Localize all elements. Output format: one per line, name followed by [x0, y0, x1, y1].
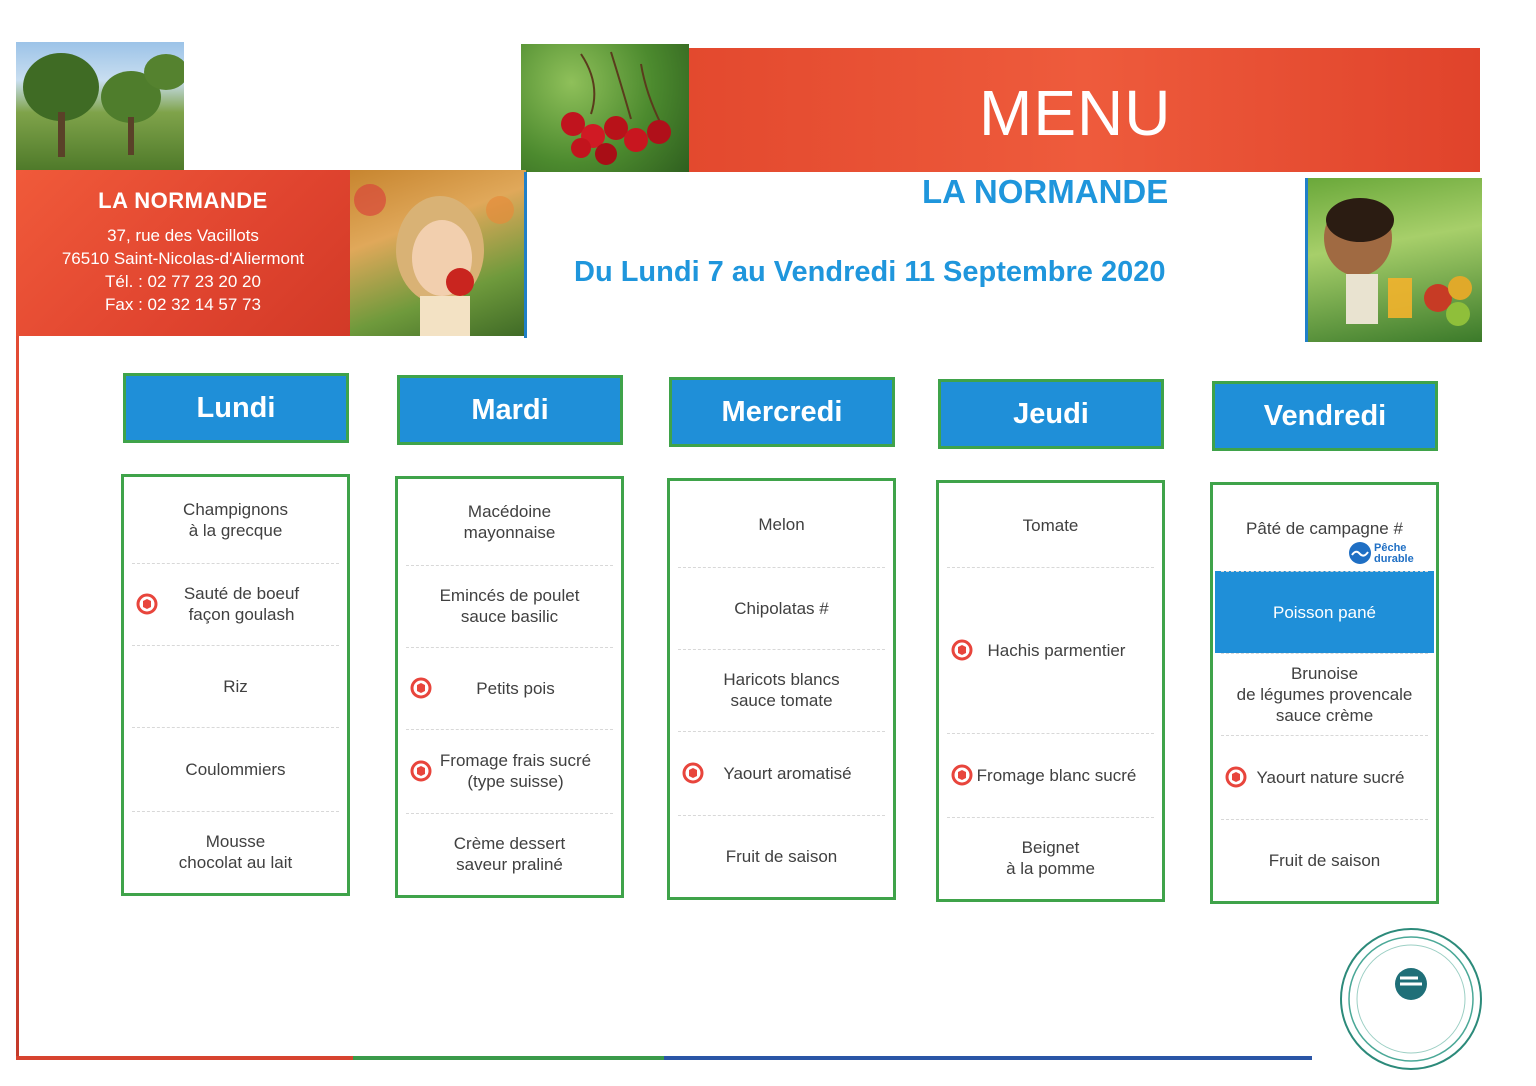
french-origin-badge-icon	[410, 677, 432, 699]
week-dates: Du Lundi 7 au Vendredi 11 Septembre 2020	[574, 256, 1166, 288]
french-origin-badge-icon	[136, 593, 158, 615]
day-card-lundi	[121, 474, 350, 896]
eco-label-logo	[1336, 924, 1486, 1074]
brand-heading: LA NORMANDE	[922, 173, 1169, 210]
dish-line: Petits pois	[476, 679, 555, 698]
menu-banner	[689, 48, 1480, 172]
dish-item	[1213, 663, 1436, 726]
french-origin-badge-icon	[410, 760, 432, 782]
row-separator	[132, 727, 339, 728]
dish-line: (type suisse)	[467, 772, 564, 791]
dish-line: de légumes provencale	[1236, 685, 1413, 704]
dish-line: Pâté de campagne #	[1246, 519, 1403, 538]
frame-border	[16, 336, 19, 1058]
row-separator	[947, 733, 1154, 734]
peche-label-line: Pêche	[1374, 542, 1407, 554]
row-separator	[947, 817, 1154, 818]
girl-eating-apple-photo	[350, 170, 526, 336]
dish-item	[398, 585, 621, 627]
address-tel: Tél. : 02 77 23 20 20	[105, 272, 261, 291]
menu-title: MENU	[979, 77, 1172, 149]
dish-line: Chipolatas #	[734, 599, 829, 618]
row-separator	[678, 731, 885, 732]
restaurant-name: LA NORMANDE	[98, 188, 268, 213]
row-separator	[678, 815, 885, 816]
dish-item	[670, 669, 893, 711]
day-card-mardi	[395, 476, 624, 898]
day-header-mardi: Mardi	[397, 375, 623, 445]
peche-durable-text	[1374, 543, 1414, 565]
dish-item	[670, 514, 893, 535]
dish-line: Fromage frais sucré	[439, 751, 592, 770]
sustainable-fishing-label	[1348, 541, 1430, 567]
dish-line: Brunoise	[1290, 664, 1359, 683]
dish-line: Yaourt aromatisé	[723, 764, 852, 783]
row-separator	[1221, 735, 1428, 736]
day-header-jeudi: Jeudi	[938, 379, 1164, 449]
dish-line: sauce basilic	[460, 607, 559, 626]
dish-item	[1213, 850, 1436, 871]
dish-line: à la pomme	[1006, 859, 1095, 878]
dish-line: Champignons	[183, 500, 288, 519]
dish-line: Macédoine	[467, 502, 552, 521]
french-origin-badge-icon	[951, 764, 973, 786]
row-separator	[947, 567, 1154, 568]
row-separator	[678, 567, 885, 568]
dish-line: chocolat au lait	[178, 853, 293, 872]
orchard-photo	[16, 42, 184, 170]
day-card-mercredi	[667, 478, 896, 900]
address-fax: Fax : 02 32 14 57 73	[105, 295, 261, 314]
dish-item	[398, 833, 621, 875]
dish-item	[124, 831, 347, 873]
dish-item	[124, 499, 347, 541]
dish-item	[670, 598, 893, 619]
row-separator	[1221, 819, 1428, 820]
dish-item	[124, 759, 347, 780]
day-header-mercredi: Mercredi	[669, 377, 895, 447]
address-street: 37, rue des Vacillots	[107, 226, 259, 245]
dish-item	[398, 501, 621, 543]
dish-line: mayonnaise	[463, 523, 556, 542]
dish-line: sauce crème	[1275, 706, 1374, 725]
dish-item	[124, 676, 347, 697]
row-separator	[678, 649, 885, 650]
row-separator	[1221, 653, 1428, 654]
row-separator	[406, 647, 613, 648]
fish-wave-icon	[1348, 541, 1372, 565]
day-card-vendredi	[1210, 482, 1439, 904]
row-separator	[406, 729, 613, 730]
dish-line: Coulommiers	[185, 760, 286, 779]
dish-item	[1213, 602, 1436, 623]
address-block	[16, 170, 350, 336]
row-separator	[1221, 571, 1428, 572]
dish-line: à la grecque	[188, 521, 283, 540]
dish-item	[939, 515, 1162, 536]
dish-item	[1213, 518, 1436, 539]
dish-line: Fruit de saison	[1268, 851, 1381, 870]
day-header-vendredi: Vendredi	[1212, 381, 1438, 451]
dish-line: Beignet	[1021, 838, 1080, 857]
divider	[1305, 178, 1308, 342]
dish-line: Tomate	[1022, 516, 1079, 535]
french-origin-badge-icon	[1225, 766, 1247, 788]
dish-line: Crème dessert	[453, 834, 566, 853]
dish-line: Poisson pané	[1272, 603, 1377, 622]
row-separator	[406, 565, 613, 566]
dish-line: saveur praliné	[456, 855, 563, 874]
dish-line: Fromage blanc sucré	[976, 766, 1137, 785]
row-separator	[132, 811, 339, 812]
dish-line: sauce tomate	[730, 691, 833, 710]
row-separator	[132, 645, 339, 646]
divider	[524, 172, 527, 338]
cherries-photo	[521, 44, 689, 172]
dish-line: Melon	[758, 515, 805, 534]
day-card-jeudi	[936, 480, 1165, 902]
dish-line: Sauté de boeuf	[183, 584, 300, 603]
dish-item	[939, 837, 1162, 879]
peche-label-line: durable	[1374, 553, 1414, 565]
dish-line: Haricots blancs	[723, 670, 840, 689]
dish-line: Mousse	[205, 832, 266, 851]
french-origin-badge-icon	[951, 639, 973, 661]
boy-with-juice-photo	[1308, 178, 1482, 342]
dish-line: Yaourt nature sucré	[1256, 768, 1405, 787]
dish-line: Emincés de poulet	[439, 586, 580, 605]
dish-line: Fruit de saison	[725, 847, 838, 866]
dish-line: Riz	[223, 677, 248, 696]
row-separator	[406, 813, 613, 814]
dish-line: façon goulash	[188, 605, 295, 624]
french-origin-badge-icon	[682, 762, 704, 784]
address-city: 76510 Saint-Nicolas-d'Aliermont	[61, 249, 305, 268]
frame-border	[16, 1056, 1312, 1060]
day-header-lundi: Lundi	[123, 373, 349, 443]
dish-item	[670, 846, 893, 867]
dish-line: Hachis parmentier	[987, 641, 1126, 660]
row-separator	[132, 563, 339, 564]
